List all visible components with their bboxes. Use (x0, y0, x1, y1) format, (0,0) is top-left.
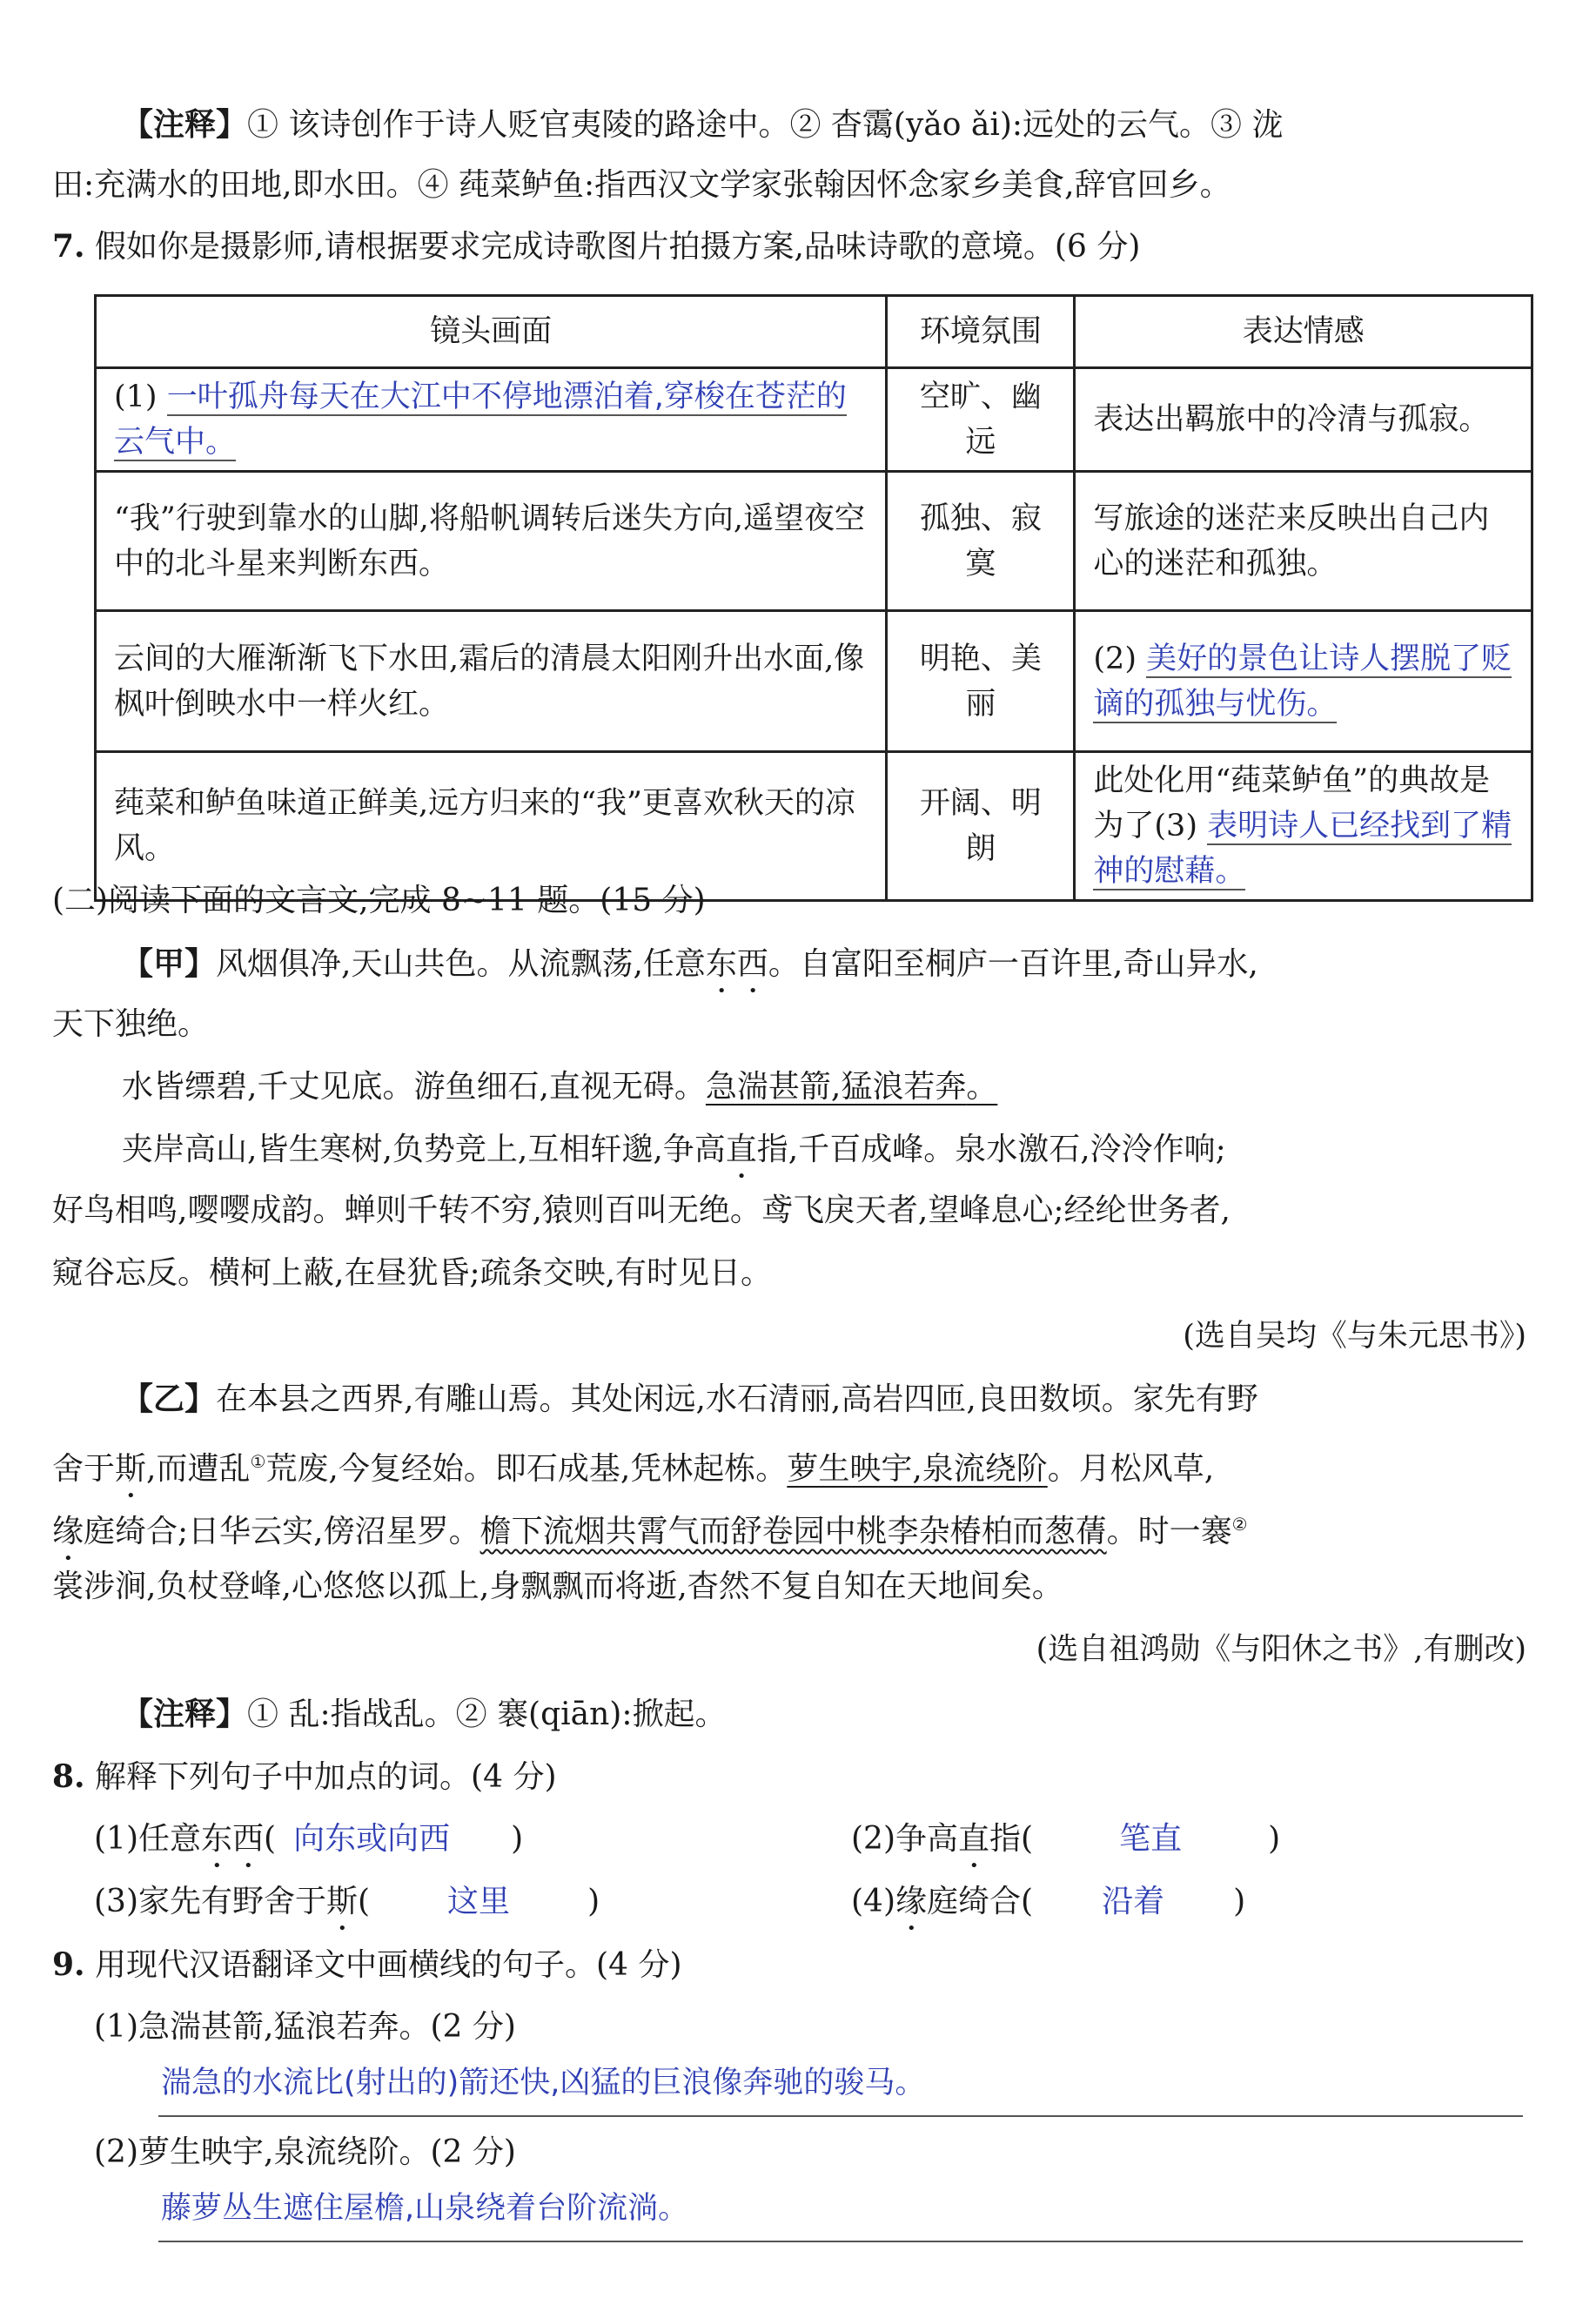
emotion-cell (1075, 752, 1532, 901)
emotion-text: 此处化用“莼菜鲈鱼”的典故是为了 (1093, 763, 1491, 843)
q9-item-2-question: (2)萝生映宇,泉流绕阶。(2 分) (94, 2134, 516, 2170)
note1-text1: ① 该诗创作于诗人贬官夷陵的路途中。② 杳霭(yǎo ǎi):远处的云气。③ 泷 (247, 107, 1284, 143)
answer-q8-3: 这里 (447, 1884, 511, 1919)
table-row (96, 611, 1532, 752)
jia-line4 (122, 1128, 1226, 1186)
jia-line1 (122, 942, 1258, 1000)
q9-title (52, 1943, 682, 1987)
scene-cell: “我”行驶到靠水的山脚,将船帆调转后迷失方向,遥望夜空中的北斗星来判断东西。 (96, 472, 887, 611)
paren: ) (511, 1821, 524, 1857)
footnote-marker: ① (250, 1451, 266, 1472)
q9-item-1-question: (1)急湍甚箭,猛浪若奔。(2 分) (94, 2009, 516, 2045)
answer-line (158, 2241, 1523, 2242)
jia-text: 水皆缥碧,千丈见底。游鱼细石,直视无碍。 (122, 1069, 706, 1105)
emotion-cell: 表达出羁旅中的冷清与孤寂。 (1075, 368, 1532, 472)
dotted-word: 直 (958, 1821, 990, 1857)
answer-q8-1: 向东或向西 (293, 1821, 451, 1857)
q7-number: 7. (52, 228, 85, 265)
q7-title (52, 225, 1140, 269)
yi-text: 荒废,今复经始。即石成基,凭林起栋。 (265, 1451, 788, 1487)
jia-source: (选自吴均《与朱元思书》) (1183, 1319, 1526, 1354)
note1-line2: 田:充满水的田地,即水田。④ 莼菜鲈鱼:指西汉文学家张翰因怀念家乡美食,辞官回乡。 (52, 167, 1231, 203)
note2 (122, 1692, 726, 1737)
answer-emotion-3: 表明诗人已经找到了精神的慰藉。 (1093, 809, 1512, 889)
section2-title: (二)阅读下面的文言文,完成 8~11 题。(15 分) (52, 883, 706, 918)
header-scene: 镜头画面 (96, 296, 887, 368)
note2-text: ① 乱:指战乱。② 褰(qiān):掀起。 (247, 1697, 727, 1732)
q8-item-text: (1)任意 (94, 1821, 201, 1857)
emotion-cell (1075, 611, 1532, 752)
paren: ) (1268, 1821, 1281, 1857)
jia-line6: 窥谷忘反。横柯上蔽,在昼犹昏;疏条交映,有时见日。 (52, 1255, 773, 1291)
jia-label: 【甲】 (122, 945, 217, 982)
q8-item-2 (851, 1818, 1280, 1875)
q9-text: 用现代汉语翻译文中画横线的句子。(4 分) (95, 1947, 682, 1983)
yi-line4: 裳涉涧,负杖登峰,心悠悠以孤上,身飘飘而将逝,杳然不复自知在天地间矣。 (52, 1569, 1063, 1604)
footnote-marker: ② (1231, 1514, 1248, 1535)
paren: ( (358, 1884, 371, 1919)
answer-q9-2: 藤萝丛生遮住屋檐,山泉绕着台阶流淌。 (161, 2191, 689, 2226)
dotted-word: 直 (725, 1132, 757, 1167)
underlined-sentence-1: 急湍甚箭,猛浪若奔 (705, 1069, 967, 1105)
scene-cell: 莼菜和鲈鱼味道正鲜美,远方归来的“我”更喜欢秋天的凉风。 (96, 752, 887, 901)
scene-cell (96, 368, 887, 472)
dotted-word: 东西 (705, 946, 768, 982)
q8-item-4 (851, 1880, 1245, 1938)
q8-title (52, 1755, 557, 1799)
yi-line3 (52, 1502, 1248, 1568)
atmosphere-cell: 空旷、幽远 (887, 368, 1075, 472)
atmosphere-cell: 明艳、美丽 (887, 611, 1075, 752)
answer-q8-2: 笔直 (1119, 1821, 1183, 1857)
dotted-word: 东西 (201, 1821, 265, 1857)
paren: ) (587, 1884, 600, 1919)
table-header-row (96, 296, 1532, 368)
note2-label: 【注释】 (122, 1696, 248, 1732)
header-emotion: 表达情感 (1075, 296, 1532, 368)
scene-cell: 云间的大雁渐渐飞下水田,霜后的清晨太阳刚升出水面,像枫叶倒映水中一样火红。 (96, 611, 887, 752)
q7-text: 假如你是摄影师,请根据要求完成诗歌图片拍摄方案,品味诗歌的意境。(6 分) (95, 229, 1141, 265)
jia-text: 夹岸高山,皆生寒树,负势竞上,互相轩邈,争高 (122, 1132, 726, 1167)
q8-item-text: 庭绮合 (927, 1884, 1022, 1919)
atmosphere-cell: 孤独、寂寞 (887, 472, 1075, 611)
answer-emotion-2: 美好的景色让诗人摆脱了贬谪的孤独与忧伤。 (1093, 641, 1512, 722)
q8-number: 8. (52, 1758, 85, 1795)
paren: ( (1021, 1884, 1034, 1919)
answer-q8-4: 沿着 (1102, 1884, 1165, 1919)
yi-text: 。时一褰 (1106, 1514, 1232, 1549)
note1-label: 【注释】 (122, 106, 248, 143)
jia-line3 (122, 1065, 997, 1109)
jia-line5: 好鸟相鸣,嘤嘤成韵。蝉则千转不穷,猿则百叫无绝。鸢飞戾天者,望峰息心;经纶世务者, (52, 1193, 1231, 1228)
paren: ( (264, 1821, 277, 1857)
yi-text: 。月松风草, (1047, 1451, 1215, 1487)
q8-item-text: (2)争高 (851, 1821, 958, 1857)
q8-item-1 (94, 1818, 523, 1875)
jia-text: 。自富阳至桐庐一百许里,奇山异水, (768, 946, 1258, 982)
q8-text: 解释下列句子中加点的词。(4 分) (95, 1759, 557, 1795)
q8-item-text: 指 (989, 1821, 1022, 1857)
paren: ( (1021, 1821, 1034, 1857)
answer-prefix: (2) (1093, 641, 1137, 676)
answer-line (158, 2115, 1523, 2117)
yi-line2 (52, 1440, 1214, 1505)
yi-text: 舍于 (52, 1451, 116, 1487)
table-row (96, 752, 1532, 901)
yi-source: (选自祖鸿勋《与阳休之书》,有删改) (1036, 1632, 1526, 1667)
wavy-underlined-sentence: 檐下流烟共霄气而舒卷园中桃李杂椿柏而葱蒨 (479, 1514, 1107, 1549)
q9-number: 9. (52, 1946, 85, 1983)
answer-q9-1: 湍急的水流比(射出的)箭还快,凶猛的巨浪像奔驰的骏马。 (161, 2066, 926, 2100)
answer-prefix: (3) (1154, 809, 1197, 843)
table-row (96, 368, 1532, 472)
yi-label: 【乙】 (122, 1381, 217, 1417)
answer-scene-1: 一叶孤舟每天在大江中不停地漂泊着,穿梭在苍茫的云气中。 (114, 380, 847, 460)
dotted-word: 缘 (895, 1884, 928, 1919)
jia-text: 风烟俱净,天山共色。从流飘荡,任意 (216, 946, 706, 982)
photo-plan-table (94, 294, 1533, 902)
yi-line1 (122, 1377, 1258, 1421)
table-row (96, 472, 1532, 611)
jia-text: 。 (966, 1069, 998, 1105)
jia-line2: 天下独绝。 (52, 1006, 210, 1042)
atmosphere-cell: 开阔、明朗 (887, 752, 1075, 901)
q8-item-3 (94, 1880, 600, 1938)
note1-line1 (122, 103, 1283, 147)
dotted-word: 缘 (52, 1514, 84, 1549)
emotion-cell: 写旅途的迷茫来反映出自己内心的迷茫和孤独。 (1075, 472, 1532, 611)
q8-item-text: (4) (851, 1884, 895, 1919)
yi-text: 在本县之西界,有雕山焉。其处闲远,水石清丽,高岩四匝,良田数顷。家先有野 (216, 1381, 1258, 1417)
q8-item-text: (3)家先有野舍于 (94, 1884, 326, 1919)
answer-prefix: (1) (114, 380, 158, 414)
paren: ) (1233, 1884, 1246, 1919)
yi-text: 庭绮合;日华云实,傍沼星罗。 (84, 1514, 480, 1549)
underlined-sentence-2: 萝生映宇,泉流绕阶 (787, 1451, 1048, 1487)
yi-text: ,而遭乱 (146, 1451, 251, 1487)
jia-text: 指,千百成峰。泉水激石,泠泠作响; (756, 1132, 1226, 1167)
dotted-word: 斯 (115, 1451, 147, 1487)
dotted-word: 斯 (326, 1884, 359, 1919)
header-atmosphere: 环境氛围 (887, 296, 1075, 368)
